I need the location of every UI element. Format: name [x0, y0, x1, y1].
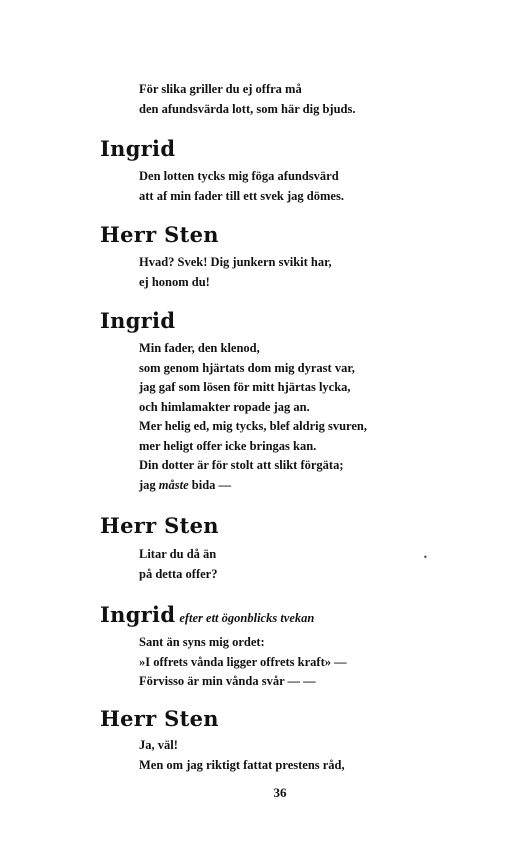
verse-line: »I offrets vånda ligger offrets kraft» — [139, 654, 347, 669]
verse-line: ej honom du! [139, 274, 210, 289]
verse-line: Mer helig ed, mig tycks, blef aldrig svuren, [139, 419, 367, 433]
verse-text: bida — [188, 477, 232, 492]
verse-line [139, 476, 367, 496]
verse-line: Litar du då än [139, 547, 217, 561]
speaker-heading-ingrid: Ingrid efter ett ögonblicks tvekan [100, 602, 315, 627]
verse-text: jag [139, 477, 159, 492]
verse-line: Förvisso är min vånda svår — — [139, 674, 316, 688]
verse-line: Hvad? Svek! Dig junkern svikit har, [139, 255, 332, 269]
speaker-heading-ingrid: Ingrid [100, 136, 176, 161]
verse-line: på detta offer? [139, 566, 218, 581]
speaker-heading-herr-sten: Herr Sten [100, 513, 219, 538]
ink-speck: • [423, 553, 428, 562]
verse-line: Den lotten tycks mig föga afundsvärd [139, 169, 339, 183]
page-number: 36 [273, 785, 287, 800]
stage-direction: efter ett ögonblicks tvekan [179, 611, 315, 625]
verse-line: den afundsvärda lott, som här dig bjuds. [139, 101, 356, 116]
verse-block-6 [139, 633, 347, 692]
emphasized-word: måste [158, 477, 189, 492]
verse-block-1 [139, 80, 356, 119]
verse-line: Min fader, den klenod, [139, 341, 260, 355]
verse-line: Din dotter är för stolt att slikt förgäta; [139, 458, 344, 472]
verse-block-5 [139, 545, 217, 584]
speaker-heading-ingrid: Ingrid [100, 308, 176, 333]
verse-block-3 [139, 253, 332, 292]
verse-block-4 [139, 339, 367, 495]
speaker-heading-herr-sten: Herr Sten [100, 706, 219, 731]
verse-line: att af min fader till ett svek jag dömes. [139, 188, 344, 203]
verse-block-7 [139, 736, 345, 775]
verse-line: mer heligt offer icke bringas kan. [139, 438, 317, 453]
verse-line: som genom hjärtats dom mig dyrast var, [139, 360, 355, 375]
verse-line: För slika griller du ej offra må [139, 82, 302, 96]
verse-line: och himlamakter ropade jag an. [139, 399, 310, 414]
speaker-heading-herr-sten: Herr Sten [100, 222, 219, 247]
verse-line: Men om jag riktigt fattat prestens råd, [139, 757, 345, 772]
verse-line: Ja, väl! [139, 738, 178, 752]
verse-block-2 [139, 167, 344, 206]
verse-line: Sant än syns mig ordet: [139, 635, 265, 649]
verse-line: jag gaf som lösen för mitt hjärtas lycka, [139, 380, 351, 394]
